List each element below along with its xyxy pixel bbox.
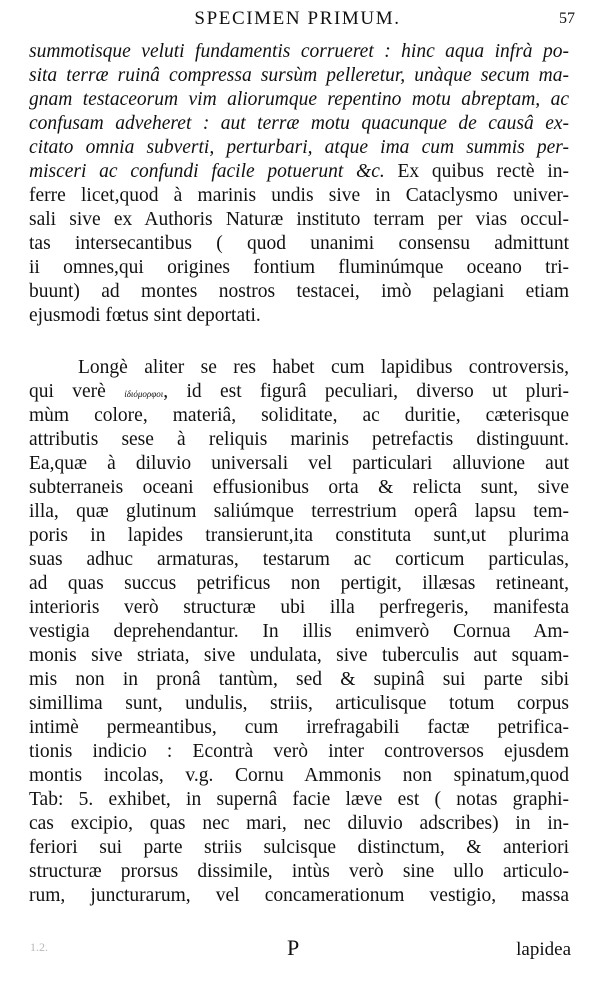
roman-segment: , id est figurâ peculiari, diverso ut pluri- [163, 381, 569, 402]
text-line: ferre licet,quod à marinis undis sive in Cataclysmo univer- [29, 185, 569, 206]
roman-segment: Ex quibus rectè in- [397, 161, 569, 182]
text-line: buunt) ad montes nostros testacei, imò pelagiani etiam [29, 281, 569, 302]
text-line: mis non in pronâ tantùm, sed & supinâ sui parte sibi [29, 669, 569, 690]
text-line: Tab: 5. exhibet, in supernâ facie læve est ( notas graphi- [29, 789, 569, 810]
text-line: sita terræ ruinâ compressa sursùm pelleretur, unàque secum ma- [29, 65, 569, 86]
text-line: intimè permeantibus, cum irrefragabili factæ petrifica- [29, 717, 569, 738]
text-line: cas excipio, quas nec mari, nec diluvio adscribes) in in- [29, 813, 569, 834]
text-line: confusam adveheret : aut terræ motu quacunque de causâ ex- [29, 113, 569, 134]
text-line: illa, quæ glutinum saliúmque terrestrium operâ lapsu tem- [29, 501, 569, 522]
text-line: ejusmodi fœtus sint deportati. [29, 305, 261, 326]
text-line: Ea,quæ à diluvio universali vel particulari alluvione aut [29, 453, 569, 474]
text-line: montis incolas, v.g. Cornu Ammonis non spinatum,quod [29, 765, 569, 786]
text-line: ii omnes,qui origines fontium fluminúmque oceano tri- [29, 257, 569, 278]
text-line: attributis sese à reliquis marinis petrefactis distinguunt. [29, 429, 569, 450]
italic-segment: misceri ac confundi facile potuerunt &c. [29, 161, 398, 182]
text-line: suas adhuc armaturas, testarum ac corticum particulas, [29, 549, 569, 570]
text-line: structuræ prorsus dissimile, intùs verò sine ullo articulo- [29, 861, 569, 882]
roman-segment: qui verè [29, 381, 125, 402]
greek-word: ἰδιόμορφοι [124, 389, 164, 399]
text-line: summotisque veluti fundamentis corrueret : hinc aqua infrà po- [29, 41, 569, 62]
text-line: mùm colore, materiâ, soliditate, ac duritie, cæterisque [29, 405, 569, 426]
text-line: vestigia deprehendantur. In illis enimverò Cornua Am- [29, 621, 569, 642]
text-line: monis sive striata, sive undulata, sive tuberculis aut squam- [29, 645, 569, 666]
text-line: subterraneis oceani effusionibus orta & relicta sunt, sive [29, 477, 569, 498]
text-line: feriori sui parte striis sulcisque distinctum, & anteriori [29, 837, 569, 858]
text-line: ad quas succus petrificus non pertigit, illæsas retineant, [29, 573, 569, 594]
text-line: rum, juncturarum, vel concamerationum vestigio, massa [29, 885, 569, 906]
text-line: simillima sunt, undulis, striis, articulisque totum corpus [29, 693, 569, 714]
text-line: sali sive ex Authoris Naturæ instituto terram per vias occul- [29, 209, 569, 230]
text-line: citato omnia subverti, perturbari, atque ima cum summis per- [29, 137, 569, 158]
text-line: tas intersecantibus ( quod unanimi consensu admittunt [29, 233, 569, 254]
signature-mark: P [287, 935, 300, 960]
running-title: SPECIMEN PRIMUM. [194, 8, 401, 29]
folio-mark: 1.2. [30, 940, 48, 954]
text-line: tionis indicio : Econtrà verò inter controversos ejusdem [29, 741, 569, 762]
catchword: lapidea [516, 939, 571, 960]
text-line: poris in lapides transierunt,ita constituta sunt,ut plurima [29, 525, 569, 546]
text-line: gnam testaceorum vim aliorumque repentino motu abreptam, ac [29, 89, 569, 110]
text-line [29, 160, 569, 184]
page-number: 57 [559, 10, 575, 27]
text-line: interioris verò structuræ ubi illa perfregeris, manifesta [29, 597, 569, 618]
paragraph-first-line: Longè aliter se res habet cum lapidibus controversis, [78, 357, 569, 378]
text-line [29, 380, 569, 404]
